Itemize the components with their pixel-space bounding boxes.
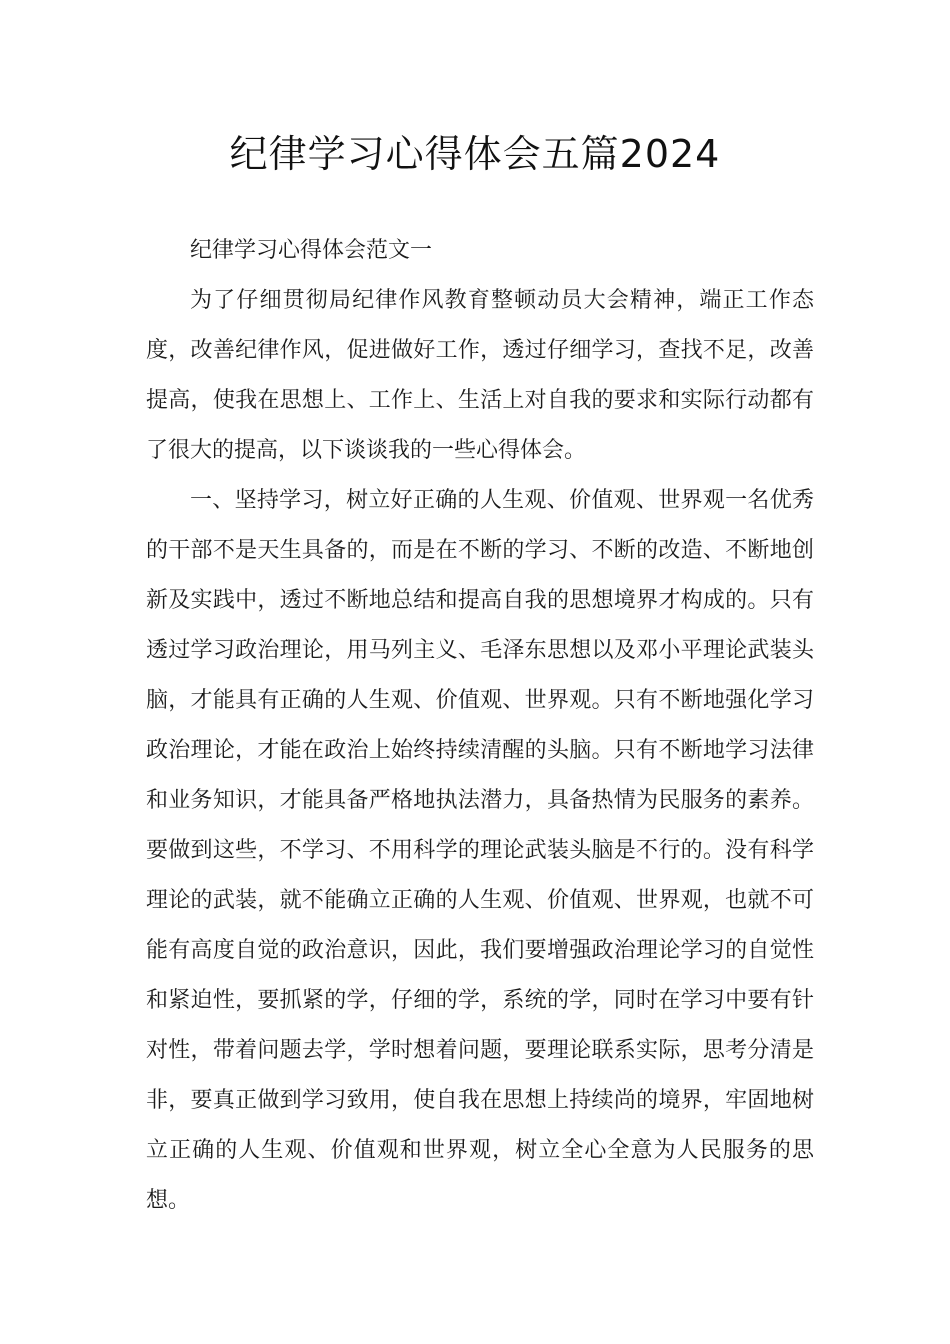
document-title: 纪律学习心得体会五篇2024 (229, 132, 721, 176)
document-body (146, 226, 814, 1226)
section-heading: 纪律学习心得体会范文一 (190, 238, 433, 263)
paragraph-intro: 为了仔细贯彻局纪律作风教育整顿动员大会精神，端正工作态度，改善纪律作风，促进做好工作，透过仔细学习，查找不足，改善提高，使我在思想上、工作上、生活上对自我的要求和实际行动都有了很大的提高，以下谈谈我的一些心得体会。 (146, 288, 814, 463)
paragraph-point-one: 一、坚持学习，树立好正确的人生观、价值观、世界观一名优秀的干部不是天生具备的，而是在不断的学习、不断的改造、不断地创新及实践中，透过不断地总结和提高自我的思想境界才构成的。只有透过学习政治理论，用马列主义、毛泽东思想以及邓小平理论武装头脑，才能具有正确的人生观、价值观、世界观。只有不断地强化学习政治理论，才能在政治上始终持续清醒的头脑。只有不断地学习法律和业务知识，才能具备严格地执法潜力，具备热情为民服务的素养。要做到这些，不学习、不用科学的理论武装头脑是不行的。没有科学理论的武装，就不能确立正确的人生观、价值观、世界观，也就不可能有高度自觉的政治意识，因此，我们要增强政治理论学习的自觉性和紧迫性，要抓紧的学，仔细的学，系统的学，同时在学习中要有针对性，带着问题去学，学时想着问题，要理论联系实际，思考分清是非，要真正做到学习致用，使自我在思想上持续尚的境界，牢固地树立正确的人生观、价值观和世界观，树立全心全意为人民服务的思想。 (146, 488, 814, 1213)
